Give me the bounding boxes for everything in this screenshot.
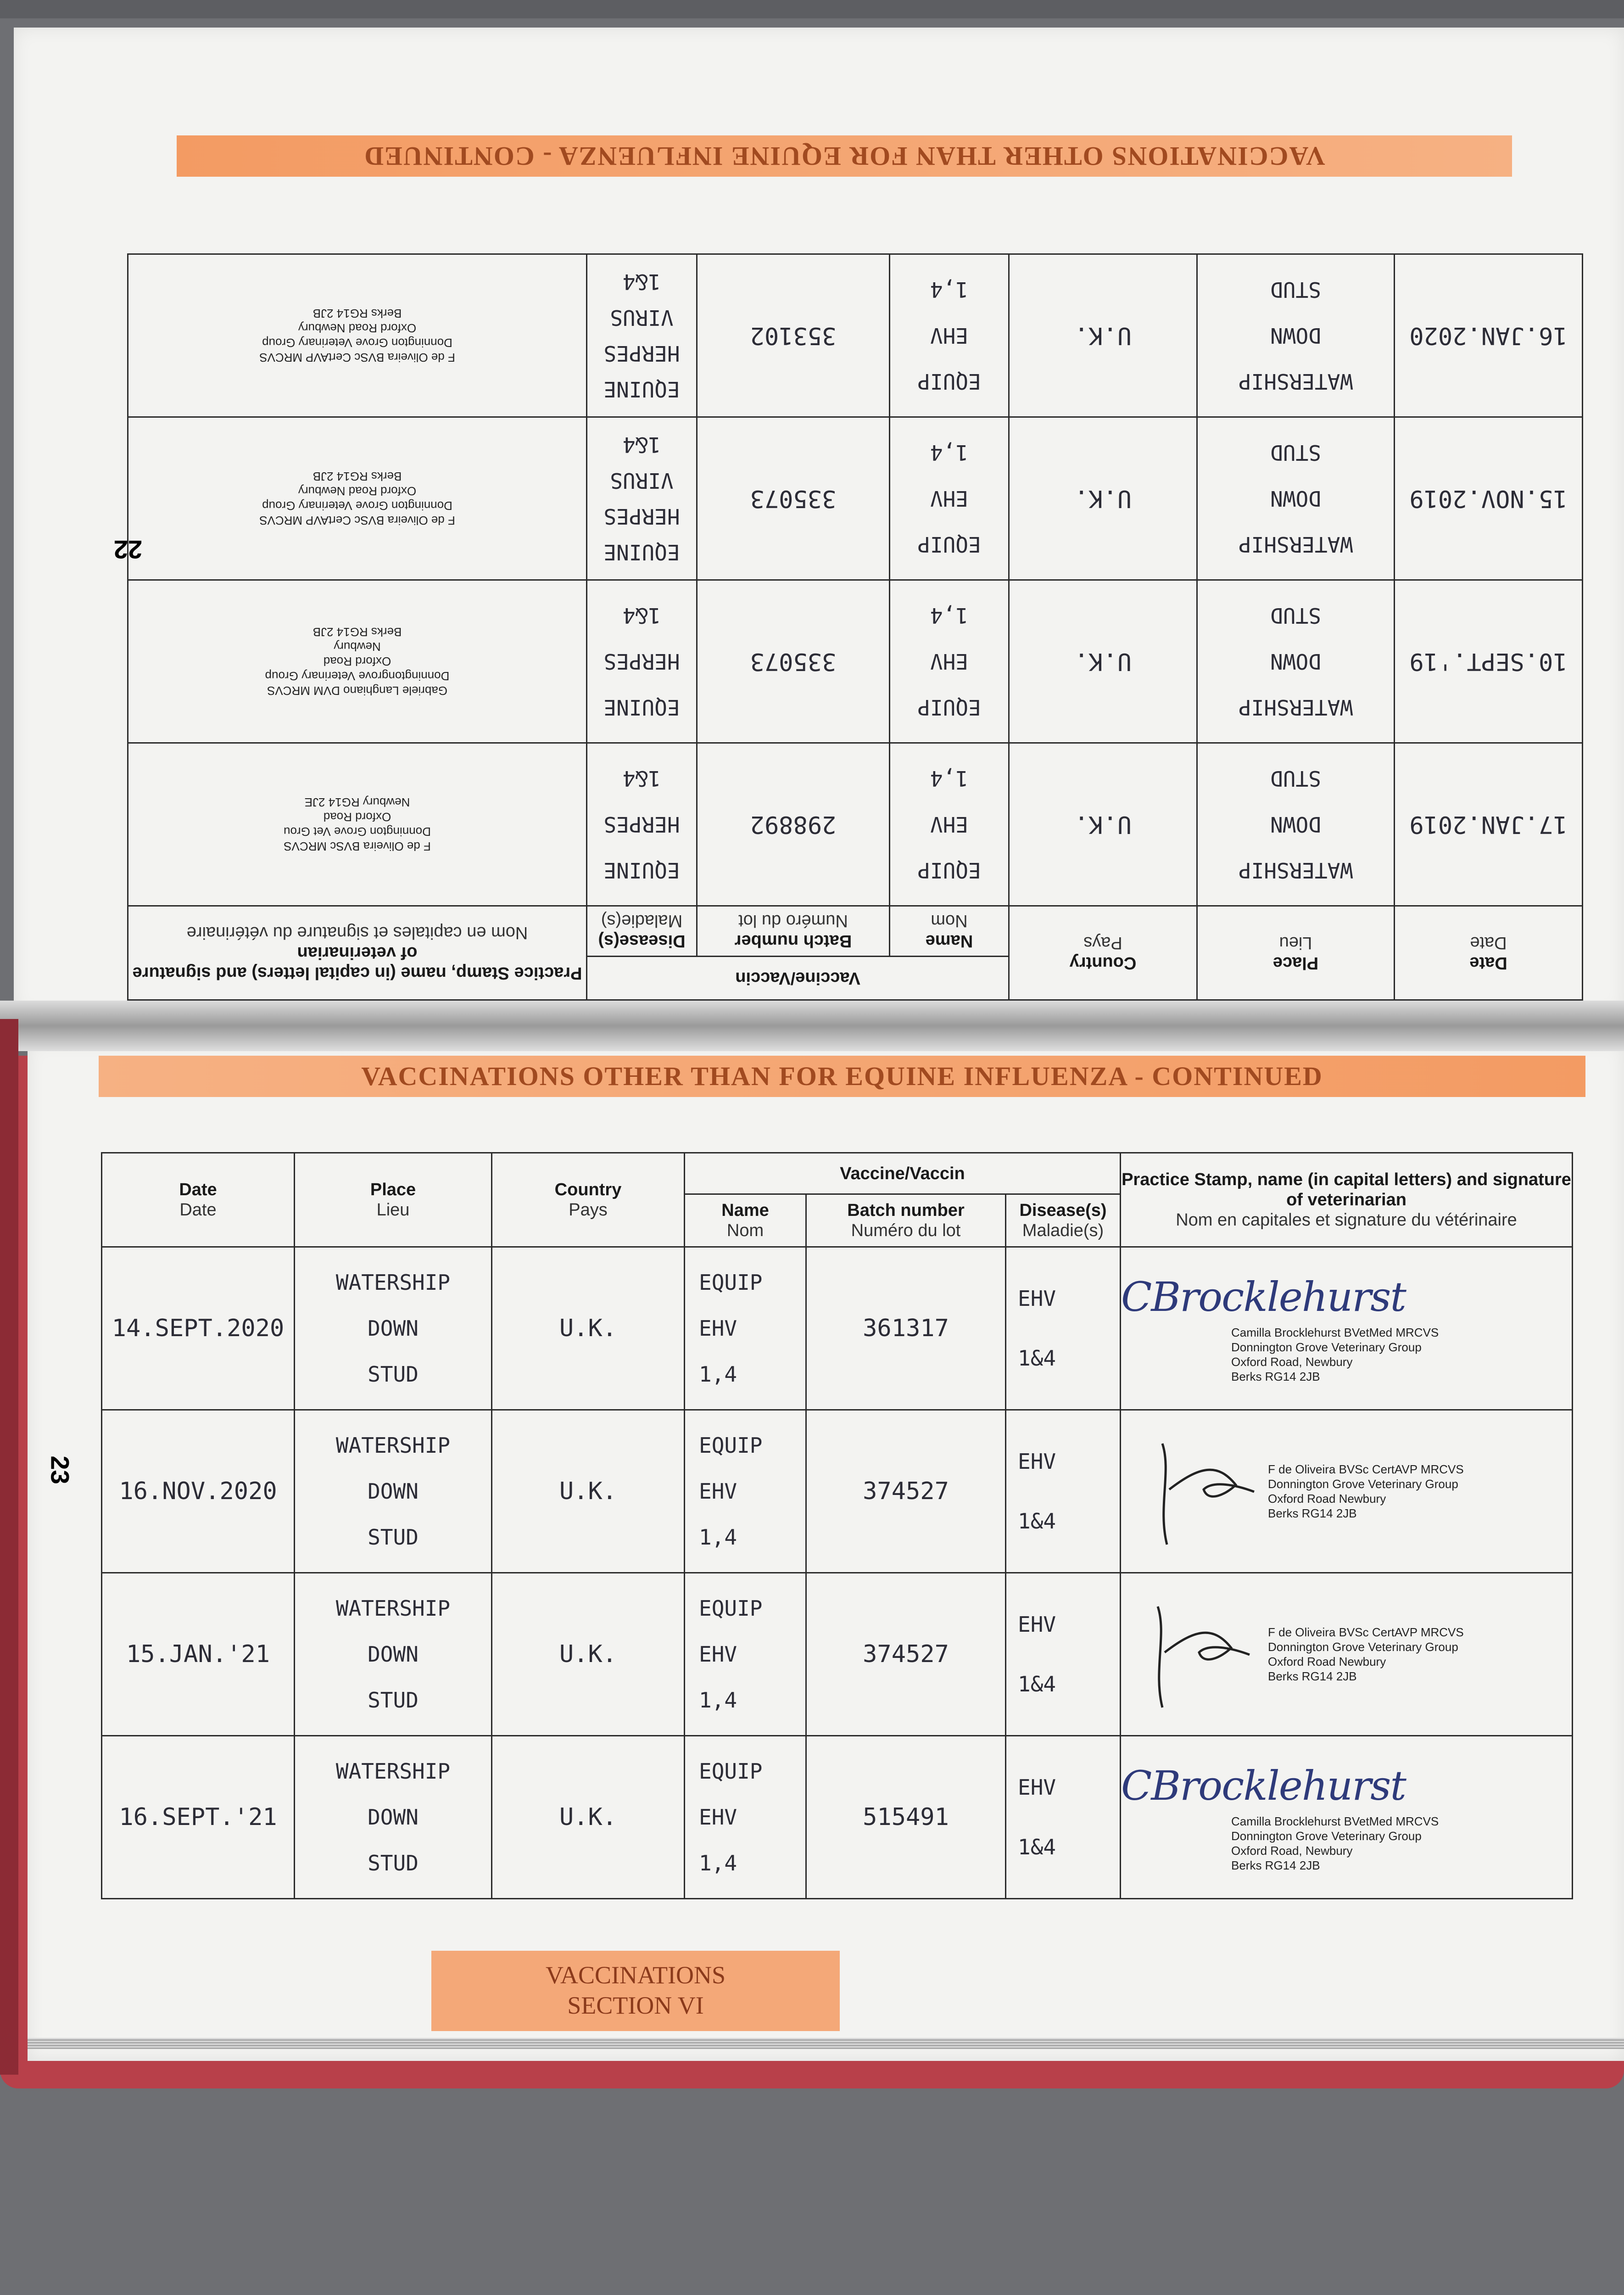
cell-batch: 374527 bbox=[806, 1410, 1006, 1573]
header-stamp: Practice Stamp, name (in capital letters) and signature of veterinarian Nom en capitales et signature du vétérinaire bbox=[128, 906, 587, 1000]
cell-disease: EHV 1&4 bbox=[1006, 1573, 1121, 1736]
cell-stamp: CBrocklehurst Camilla Brocklehurst BVetMed MRCVS Donnington Grove Veterinary Group Oxford Road, Newbury Berks RG14 2JB bbox=[1121, 1736, 1573, 1899]
cell-country: U.K. bbox=[1009, 580, 1197, 743]
cell-batch: 515491 bbox=[806, 1736, 1006, 1899]
cell-country: U.K. bbox=[492, 1247, 685, 1410]
cell-date: 10.SEPT.'19 bbox=[1395, 580, 1583, 743]
cell-date: 15.NOV.2019 bbox=[1395, 417, 1583, 580]
header-name: Name Nom bbox=[685, 1194, 806, 1247]
page-number-22: 22 bbox=[113, 535, 142, 564]
cell-date: 16.NOV.2020 bbox=[102, 1410, 295, 1573]
cell-disease: EHV 1&4 bbox=[1006, 1410, 1121, 1573]
vet-signature-scribble bbox=[1144, 1434, 1263, 1554]
header-country: Country Pays bbox=[492, 1153, 685, 1247]
vaccination-table-page-23 bbox=[101, 1152, 1573, 1899]
cell-batch: 335073 bbox=[697, 417, 890, 580]
cell-stamp: F de Oliveira BVSc CertAVP MRCVS Donnington Grove Veterinary Group Oxford Road Newbury Berks RG14 2JB bbox=[128, 417, 587, 580]
section-label bbox=[431, 1951, 840, 2031]
header-country: Country Pays bbox=[1009, 906, 1197, 1000]
cell-date: 15.JAN.'21 bbox=[102, 1573, 295, 1736]
cell-batch: 374527 bbox=[806, 1573, 1006, 1736]
cell-place: WATERSHIP DOWN STUD bbox=[1197, 580, 1395, 743]
header-batch: Batch number Numéro du lot bbox=[806, 1194, 1006, 1247]
cell-disease: EHV 1&4 bbox=[1006, 1736, 1121, 1899]
table-row bbox=[102, 1573, 1573, 1736]
cell-country: U.K. bbox=[492, 1573, 685, 1736]
cell-country: U.K. bbox=[1009, 254, 1197, 417]
cell-stamp: CBrocklehurst Camilla Brocklehurst BVetMed MRCVS Donnington Grove Veterinary Group Oxford Road, Newbury Berks RG14 2JB bbox=[1121, 1247, 1573, 1410]
cell-name: EQUIP EHV 1,4 bbox=[685, 1736, 806, 1899]
header-place: Place Lieu bbox=[1197, 906, 1395, 1000]
cell-date: 14.SEPT.2020 bbox=[102, 1247, 295, 1410]
cell-country: U.K. bbox=[1009, 417, 1197, 580]
table-row bbox=[128, 743, 1583, 906]
cell-name: EQUIP EHV 1,4 bbox=[890, 580, 1009, 743]
cell-batch: 335073 bbox=[697, 580, 890, 743]
cell-stamp: F de Oliveira BVSc MRCVS Donnington Grove Vet Grou Oxford Road Newbury RG14 2JE bbox=[128, 743, 587, 906]
cell-place: WATERSHIP DOWN STUD bbox=[1197, 254, 1395, 417]
banner-page-23: VACCINATIONS OTHER THAN FOR EQUINE INFLUENZA - CONTINUED bbox=[99, 1056, 1585, 1097]
page-number-23: 23 bbox=[45, 1455, 75, 1484]
table-row bbox=[102, 1247, 1573, 1410]
header-batch: Batch number Numéro du lot bbox=[697, 906, 890, 957]
cell-name: EQUIP EHV 1,4 bbox=[685, 1247, 806, 1410]
cell-stamp: F de Oliveira BVSc CertAVP MRCVS Donnington Grove Veterinary Group Oxford Road Newbury Berks RG14 2JB bbox=[128, 254, 587, 417]
scanner-edge bbox=[0, 0, 1624, 18]
header-disease: Disease(s) Maladie(s) bbox=[1006, 1194, 1121, 1247]
vaccination-table-page-22 bbox=[127, 253, 1583, 1001]
table-row bbox=[128, 580, 1583, 743]
cell-country: U.K. bbox=[1009, 743, 1197, 906]
cell-disease: EQUINE HERPES VIRUS 1&4 bbox=[587, 254, 697, 417]
cell-batch: 361317 bbox=[806, 1247, 1006, 1410]
cell-country: U.K. bbox=[492, 1410, 685, 1573]
header-stamp: Practice Stamp, name (in capital letters) and signature of veterinarian Nom en capitales et signature du vétérinaire bbox=[1121, 1153, 1573, 1247]
cell-stamp: F de Oliveira BVSc CertAVP MRCVS Donnington Grove Veterinary Group Oxford Road Newbury Berks RG14 2JB bbox=[1121, 1410, 1573, 1573]
cell-stamp: F de Oliveira BVSc CertAVP MRCVS Donnington Grove Veterinary Group Oxford Road Newbury Berks RG14 2JB bbox=[1121, 1573, 1573, 1736]
cell-name: EQUIP EHV 1,4 bbox=[685, 1410, 806, 1573]
cell-name: EQUIP EHV 1,4 bbox=[685, 1573, 806, 1736]
vet-signature: CBrocklehurst bbox=[1121, 1762, 1406, 1809]
cell-stamp: Gabriele Langhiano DVM MRCVS Donningtongrove Veterinary Group Oxford Road Newbury Berks RG14 2JB bbox=[128, 580, 587, 743]
cell-date: 16.SEPT.'21 bbox=[102, 1736, 295, 1899]
cell-place: WATERSHIP DOWN STUD bbox=[1197, 743, 1395, 906]
cell-country: U.K. bbox=[492, 1736, 685, 1899]
cell-disease: EQUINE HERPES VIRUS 1&4 bbox=[587, 417, 697, 580]
cell-disease: EQUINE HERPES 1&4 bbox=[587, 580, 697, 743]
table-page-22-wrap bbox=[106, 253, 1583, 1001]
table-row bbox=[102, 1410, 1573, 1573]
cell-batch: 353102 bbox=[697, 254, 890, 417]
vet-signature-scribble bbox=[1139, 1597, 1259, 1717]
table-row bbox=[102, 1736, 1573, 1899]
header-vaccine: Vaccine/Vaccin bbox=[685, 1153, 1121, 1194]
header-date: Date Date bbox=[1395, 906, 1583, 1000]
section-label-line-1: VACCINATIONS bbox=[545, 1961, 726, 1989]
cell-name: EQUIP EHV 1,4 bbox=[890, 254, 1009, 417]
header-name: Name Nom bbox=[890, 906, 1009, 957]
cell-batch: 298892 bbox=[697, 743, 890, 906]
cell-disease: EHV 1&4 bbox=[1006, 1247, 1121, 1410]
page-stack-edge bbox=[28, 2038, 1624, 2049]
binding-edge bbox=[0, 1019, 18, 2075]
cell-place: WATERSHIP DOWN STUD bbox=[295, 1247, 492, 1410]
cell-place: WATERSHIP DOWN STUD bbox=[295, 1573, 492, 1736]
book-gutter bbox=[0, 1001, 1624, 1051]
cell-date: 16.JAN.2020 bbox=[1395, 254, 1583, 417]
header-disease: Disease(s) Maladie(s) bbox=[587, 906, 697, 957]
section-label-line-2: SECTION VI bbox=[567, 1992, 704, 2019]
cell-place: WATERSHIP DOWN STUD bbox=[295, 1736, 492, 1899]
header-place: Place Lieu bbox=[295, 1153, 492, 1247]
cell-date: 17.JAN.2019 bbox=[1395, 743, 1583, 906]
cell-disease: EQUINE HERPES 1&4 bbox=[587, 743, 697, 906]
table-row bbox=[128, 417, 1583, 580]
banner-page-22: VACCINATIONS OTHER THAN FOR EQUINE INFLUENZA - CONTINUED bbox=[177, 135, 1512, 177]
cell-name: EQUIP EHV 1,4 bbox=[890, 743, 1009, 906]
table-row bbox=[128, 254, 1583, 417]
cell-place: WATERSHIP DOWN STUD bbox=[295, 1410, 492, 1573]
header-date: Date Date bbox=[102, 1153, 295, 1247]
vet-signature: CBrocklehurst bbox=[1121, 1273, 1406, 1321]
cell-place: WATERSHIP DOWN STUD bbox=[1197, 417, 1395, 580]
header-vaccine: Vaccine/Vaccin bbox=[587, 957, 1009, 1000]
cell-name: EQUIP EHV 1,4 bbox=[890, 417, 1009, 580]
inverted-page-block bbox=[106, 133, 1583, 1001]
